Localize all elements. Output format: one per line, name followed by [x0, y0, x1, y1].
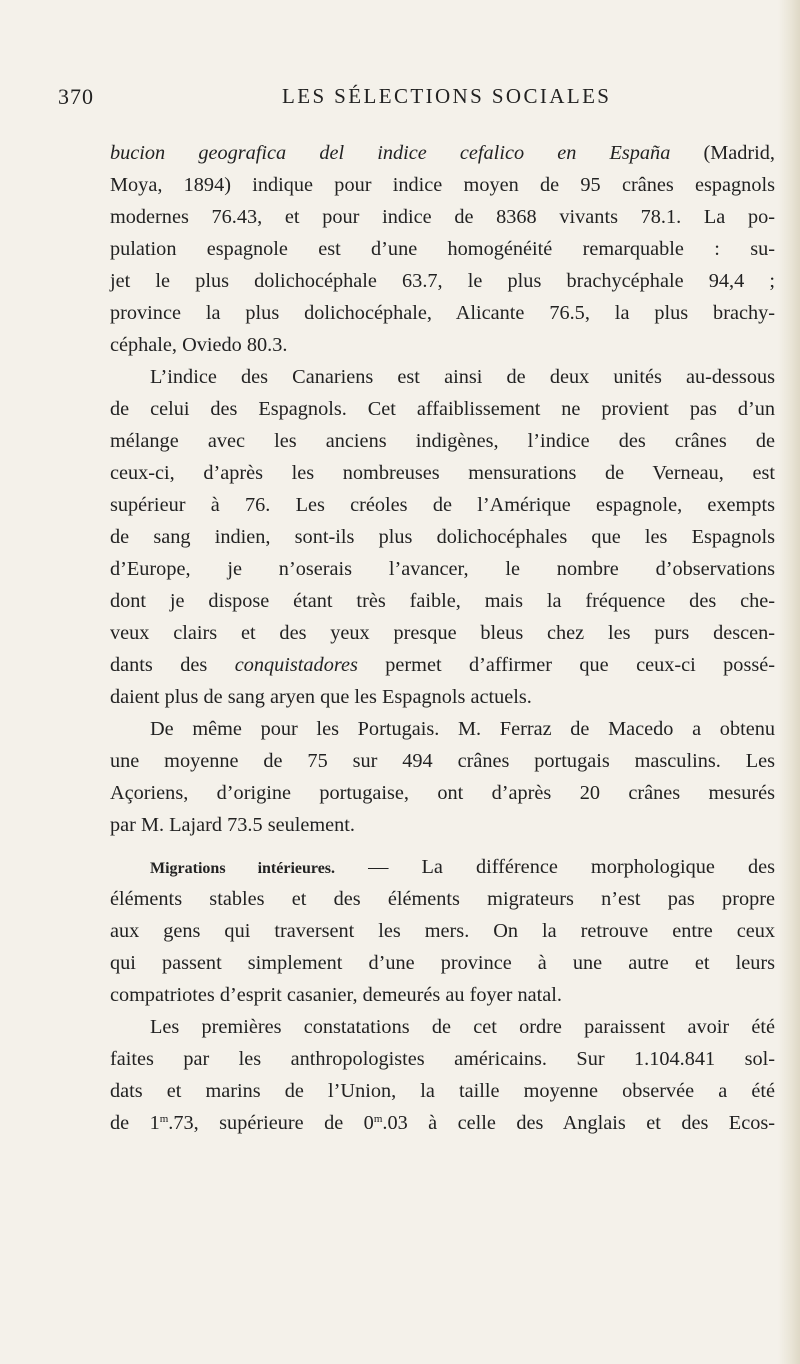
text-line: Migrations intérieures. — La différence morphologique des	[150, 856, 775, 878]
text-line: qui passent simplement d’une province à une autre et leurs	[110, 952, 775, 974]
text-line: faites par les anthropologistes américains. Sur 1.104.841 sol-	[110, 1048, 775, 1070]
text-line: dats et marins de l’Union, la taille moyenne observée a été	[110, 1080, 775, 1102]
text-line: supérieur à 76. Les créoles de l’Amérique espagnole, exempts	[110, 494, 775, 516]
text-line: De même pour les Portugais. M. Ferraz de Macedo a obtenu	[150, 718, 775, 740]
text-line: Moya, 1894) indique pour indice moyen de 95 crânes espagnols	[110, 174, 775, 196]
text-line: modernes 76.43, et pour indice de 8368 vivants 78.1. La po-	[110, 206, 775, 228]
text-line: L’indice des Canariens est ainsi de deux unités au-dessous	[150, 366, 775, 388]
unit-superscript: m	[373, 1113, 383, 1125]
text-line: veux clairs et des yeux presque bleus chez les purs descen-	[110, 622, 775, 644]
text-line: dont je dispose étant très faible, mais la fréquence des che-	[110, 590, 775, 612]
text-line: Les premières constatations de cet ordre paraissent avoir été	[150, 1016, 775, 1038]
text-line: mélange avec les anciens indigènes, l’indice des crânes de	[110, 430, 775, 452]
text-line: province la plus dolichocéphale, Alicante 76.5, la plus brachy-	[110, 302, 775, 324]
text-line: jet le plus dolichocéphale 63.7, le plus brachycéphale 94,4 ;	[110, 270, 775, 292]
text-line: ceux-ci, d’après les nombreuses mensurations de Verneau, est	[110, 462, 775, 484]
text-line: compatriotes d’esprit casanier, demeurés au foyer natal.	[110, 984, 562, 1006]
text-line: Açoriens, d’origine portugaise, ont d’après 20 crânes mesurés	[110, 782, 775, 804]
text-line: pulation espagnole est d’une homogénéité remarquable : su-	[110, 238, 775, 260]
text-line: daient plus de sang aryen que les Espagnols actuels.	[110, 686, 532, 708]
text-line: éléments stables et des éléments migrateurs n’est pas propre	[110, 888, 775, 910]
book-title: bucion geografica del indice cefalico en España	[110, 142, 671, 164]
text-line: de 1$^m$.73, supérieure de 0$^m$.03 à celle des Anglais et des Ecos-	[110, 1112, 775, 1134]
section-run-in-heading: Migrations intérieures.	[150, 860, 336, 877]
running-title: LES SÉLECTIONS SOCIALES	[282, 84, 612, 108]
text-line: aux gens qui traversent les mers. On la retrouve entre ceux	[110, 920, 775, 942]
text-line: céphale, Oviedo 80.3.	[110, 334, 288, 356]
text-line: d’Europe, je n’oserais l’avancer, le nombre d’observations	[110, 558, 775, 580]
unit-superscript: m	[159, 1113, 169, 1125]
page-edge	[778, 0, 800, 1364]
emphasis-term: conquistadores	[234, 654, 358, 676]
text-line: de sang indien, sont-ils plus dolichocéphales que les Espagnols	[110, 526, 775, 548]
text-line: dants des conquistadores permet d’affirmer que ceux-ci possé-	[110, 654, 775, 676]
text-line: bucion geografica del indice cefalico en España (Madrid,	[110, 142, 775, 164]
page-number: 370	[58, 84, 94, 109]
page-header	[58, 84, 770, 124]
text-line: de celui des Espagnols. Cet affaiblissement ne provient pas d’un	[110, 398, 775, 420]
text-line: par M. Lajard 73.5 seulement.	[110, 814, 355, 836]
text-line: une moyenne de 75 sur 494 crânes portugais masculins. Les	[110, 750, 775, 772]
body-text	[110, 137, 775, 1139]
